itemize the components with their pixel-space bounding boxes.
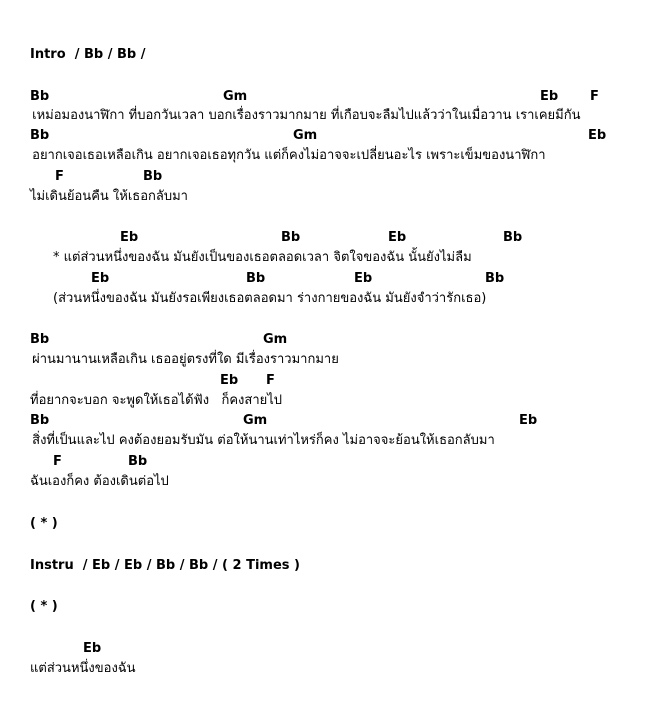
chord-symbol: Eb: [519, 413, 538, 428]
chord-symbol: Bb: [485, 271, 505, 286]
chord-symbol: Gm: [263, 332, 288, 347]
chord-symbol: Eb: [220, 373, 239, 388]
chord-symbol: Eb: [588, 128, 607, 143]
verse1-lyric-1: เหม่อมองนาฬิกา ที่บอกวันเวลา บอกเรื่องราวมากมาย ที่เกือบจะลืมไปแล้วว่าในเมื่อวาน เราเคยมีกัน: [28, 108, 581, 123]
chord-symbol: Bb: [281, 230, 301, 245]
intro-line: Intro / Bb / Bb /: [30, 47, 146, 62]
chord-symbol: Bb: [30, 413, 50, 428]
chorus-repeat-marker-2: ( * ): [30, 599, 58, 614]
chord-symbol: Bb: [143, 169, 163, 184]
chord-symbol: Eb: [388, 230, 407, 245]
verse2-lyric-2: ที่อยากจะบอก จะพูดให้เธอได้ฟัง ก็คงสายไป: [30, 393, 283, 408]
verse1-lyric-2: อยากเจอเธอเหลือเกิน อยากเจอเธอทุกวัน แต่ก็คงไม่อาจจะเปลี่ยนอะไร เพราะเข็มของนาฬิกา: [28, 148, 546, 163]
verse1-lyric-3: ไม่เดินย้อนคืน ให้เธอกลับมา: [30, 189, 188, 204]
chorus-repeat-marker: ( * ): [30, 516, 58, 531]
chord-symbol: Gm: [223, 89, 248, 104]
verse2-lyric-1: ผ่านมานานเหลือเกิน เธออยู่ตรงที่ใด มีเรื่องราวมากมาย: [28, 352, 339, 367]
chord-symbol: Bb: [30, 128, 50, 143]
chord-symbol: Bb: [30, 89, 50, 104]
chord-symbol: Gm: [243, 413, 268, 428]
chord-symbol: F: [53, 454, 62, 469]
chord-symbol: Bb: [246, 271, 266, 286]
chord-symbol: F: [590, 89, 599, 104]
chord-symbol: Bb: [30, 332, 50, 347]
chorus-lyric-1: * แต่ส่วนหนึ่งของฉัน มันยังเป็นของเธอตลอดเวลา จิตใจของฉัน นั้นยังไม่ลืม: [53, 250, 472, 265]
chord-symbol: Eb: [91, 271, 110, 286]
chord-symbol: F: [266, 373, 275, 388]
chord-symbol: Bb: [128, 454, 148, 469]
chord-symbol: Eb: [540, 89, 559, 104]
chorus-lyric-2: (ส่วนหนึ่งของฉัน มันยังรอเพียงเธอตลอดมา ร่างกายของฉัน มันยังจำว่ารักเธอ): [53, 291, 487, 306]
chord-symbol: Eb: [83, 641, 102, 656]
chord-symbol: Eb: [354, 271, 373, 286]
instrumental-line: Instru / Eb / Eb / Bb / Bb / ( 2 Times ): [30, 558, 300, 573]
verse2-lyric-3: สิ่งที่เป็นและไป คงต้องยอมรับมัน ต่อให้นานเท่าไหร่ก็คง ไม่อาจจะย้อนให้เธอกลับมา: [28, 433, 495, 448]
verse2-lyric-4: ฉันเองก็คง ต้องเดินต่อไป: [30, 474, 169, 489]
chord-symbol: Gm: [293, 128, 318, 143]
outro-lyric: แต่ส่วนหนึ่งของฉัน: [30, 661, 136, 676]
chord-symbol: F: [55, 169, 64, 184]
chord-symbol: Eb: [120, 230, 139, 245]
chord-symbol: Bb: [503, 230, 523, 245]
